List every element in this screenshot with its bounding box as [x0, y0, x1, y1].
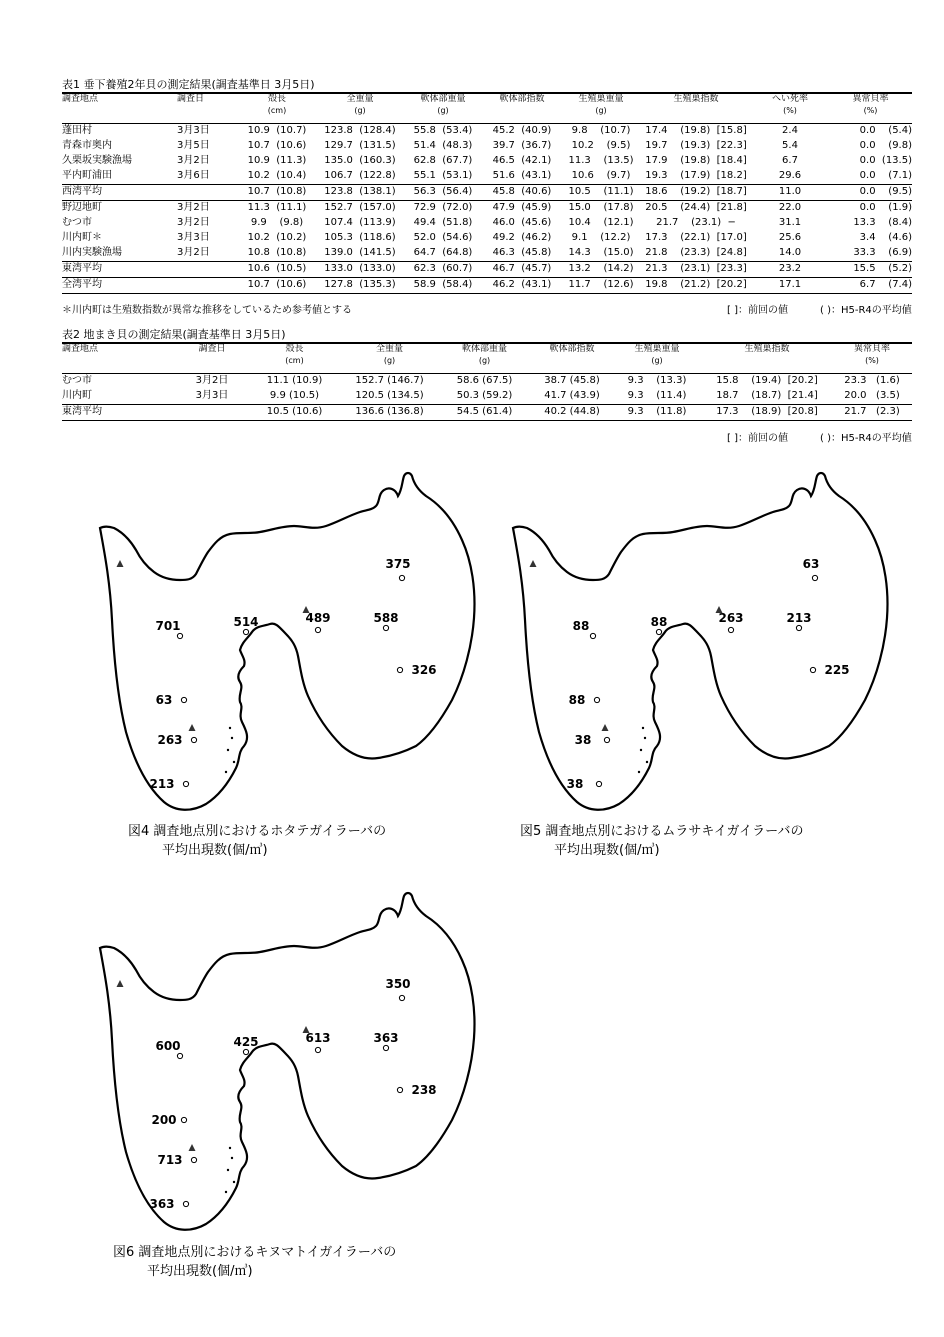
table1-cell-death: 14.0 — [778, 247, 802, 258]
table1-cell-shell: 10.7 (10.6) — [247, 140, 307, 151]
table1-cell-gonad-index: 21.8 (23.3) [24.8] — [645, 247, 747, 258]
table1-cell-date: 3月6日 — [177, 170, 210, 181]
station-circle-marker — [604, 737, 609, 742]
station-circle-marker — [183, 1201, 188, 1206]
table2-cell-date — [177, 404, 247, 420]
station-count-label: 514 — [233, 615, 259, 629]
table1-cell-total: 106.7 (122.8) — [324, 170, 396, 181]
station-triangle-marker — [602, 724, 609, 731]
table1-cell-death: 5.4 — [782, 140, 798, 151]
table2-header-row — [62, 343, 912, 373]
table1-title: 表1 垂下養殖2年貝の測定結果(調査基準日 3月5日) — [62, 78, 315, 91]
table1-row — [62, 277, 912, 293]
station-count-label: 213 — [786, 611, 812, 625]
table2-cell-date: 3月3日 — [195, 390, 229, 401]
table1-header-date: 調査日 — [177, 93, 237, 123]
coastline — [513, 473, 888, 810]
table1-header-soft: 軟体部重量 (g) — [403, 93, 483, 123]
shore-rock-dot — [229, 1147, 231, 1149]
table1-cell-soft: 52.0 (54.6) — [413, 232, 473, 243]
table2-cell-site: 東湾平均 — [62, 404, 177, 420]
table1-cell-soft: 62.3 (60.7) — [403, 261, 483, 277]
table1-cell-soft-index: 46.3 (45.8) — [492, 247, 552, 258]
station-circle-marker — [397, 667, 402, 672]
fig4-caption: 図4 調査地点別におけるホタテガイラーバの 平均出現数(個/㎥) — [128, 824, 387, 858]
table1-cell-shell: 11.3 (11.1) — [237, 200, 317, 216]
station-triangle-marker — [117, 560, 124, 567]
table1-cell-soft: 64.7 (64.8) — [413, 247, 473, 258]
shore-rock-dot — [231, 737, 233, 739]
shore-rock-dot — [646, 761, 648, 763]
table2-cell-abnormal: 20.0 (3.5) — [844, 390, 900, 401]
table1-header-shell: 殻長 (cm) — [237, 93, 317, 123]
table1-cell-date — [177, 261, 237, 277]
station-count-label: 200 — [151, 1113, 177, 1127]
table1-row — [62, 169, 912, 185]
table1-cell-gonad-index: 17.4 (19.8) [15.8] — [641, 123, 751, 139]
table1-cell-soft-index: 45.8 (40.6) — [483, 184, 561, 200]
table2-cell-soft-index: 41.7 (43.9) — [544, 390, 600, 401]
table1-cell-date: 3月2日 — [177, 155, 210, 166]
table1-cell-gonad: 14.3 (15.0) — [568, 247, 634, 258]
table1-cell-abnormal: 3.4 (4.6) — [859, 232, 912, 243]
table1-cell-total: 133.0 (133.0) — [317, 261, 403, 277]
table2 — [62, 342, 912, 421]
shore-rock-dot — [638, 771, 640, 773]
table1-cell-date: 3月2日 — [177, 200, 237, 216]
table1-cell-death: 6.7 — [782, 155, 798, 166]
table1-cell-soft-index: 45.2 (40.9) — [483, 123, 561, 139]
table1-cell-abnormal: 0.0 (13.5) — [859, 155, 912, 166]
station-circle-marker — [596, 781, 601, 786]
table1-cell-abnormal: 0.0 (5.4) — [829, 123, 912, 139]
table1-cell-gonad-index: 17.9 (19.8) [18.4] — [645, 155, 747, 166]
station-circle-marker — [810, 667, 815, 672]
table1-cell-gonad-index: 19.8 (21.2) [20.2] — [641, 277, 751, 293]
table2-cell-gonad: 9.3 (11.8) — [612, 404, 702, 420]
table1-cell-gonad: 10.2 (9.5) — [571, 140, 631, 151]
station-circle-marker — [399, 995, 404, 1000]
table2-header-shell: 殻長 (cm) — [247, 343, 342, 373]
table2-header-total: 全重量 (g) — [342, 343, 437, 373]
table2-cell-abnormal: 21.7 (2.3) — [832, 404, 912, 420]
table1-cell-date — [177, 277, 237, 293]
table1-cell-death: 23.2 — [751, 261, 829, 277]
table1-row — [62, 154, 912, 169]
shore-rock-dot — [225, 771, 227, 773]
station-count-label: 225 — [824, 663, 850, 677]
table1-cell-site: 全湾平均 — [62, 277, 177, 293]
table2-cell-site: むつ市 — [62, 373, 177, 389]
table1-cell-soft-index: 46.0 (45.6) — [492, 217, 552, 228]
station-circle-marker — [397, 1087, 402, 1092]
table2-header-site: 調査地点 — [62, 343, 177, 373]
station-circle-marker — [181, 697, 186, 702]
table1-row — [62, 123, 912, 139]
table1-cell-total: 127.8 (135.3) — [317, 277, 403, 293]
station-count-label: 238 — [411, 1083, 437, 1097]
station-triangle-marker — [189, 1144, 196, 1151]
table1-cell-total: 123.8 (138.1) — [317, 184, 403, 200]
table1-row — [62, 261, 912, 277]
table1-cell-total: 129.7 (131.5) — [324, 140, 396, 151]
fig6-bay-map — [80, 890, 480, 1240]
shore-rock-dot — [233, 1181, 235, 1183]
table2-cell-date: 3月2日 — [177, 373, 247, 389]
table1-cell-date: 3月5日 — [177, 140, 210, 151]
table1-cell-abnormal: 0.0 (7.1) — [859, 170, 912, 181]
table1-cell-site: 平内町浦田 — [62, 170, 112, 181]
station-circle-marker — [243, 1049, 248, 1054]
table1-cell-soft-index: 47.9 (45.9) — [483, 200, 561, 216]
table2-row — [62, 389, 912, 405]
table1-cell-death: 17.1 — [751, 277, 829, 293]
table1-cell-death: 31.1 — [778, 217, 802, 228]
station-circle-marker — [594, 697, 599, 702]
shore-rock-dot — [229, 727, 231, 729]
table1-cell-gonad: 10.6 (9.7) — [571, 170, 631, 181]
station-count-label: 363 — [373, 1031, 399, 1045]
table1-cell-abnormal: 33.3 (6.9) — [853, 247, 912, 258]
station-circle-marker — [399, 575, 404, 580]
table1-cell-gonad: 10.4 (12.1) — [568, 217, 634, 228]
table1-cell-soft: 72.9 (72.0) — [403, 200, 483, 216]
station-circle-marker — [590, 633, 595, 638]
station-count-label: 63 — [802, 557, 820, 571]
table1-cell-shell: 10.2 (10.2) — [247, 232, 307, 243]
table1-cell-soft: 62.8 (67.7) — [413, 155, 473, 166]
table2-cell-gonad: 9.3 (11.4) — [627, 390, 687, 401]
coastline — [100, 473, 475, 810]
table2-header-abnormal: 異常貝率 (%) — [832, 343, 912, 373]
table1-cell-soft-index: 46.2 (43.1) — [483, 277, 561, 293]
shore-rock-dot — [225, 1191, 227, 1193]
table2-row — [62, 404, 912, 420]
table1-cell-site: 久栗坂実験漁場 — [62, 155, 132, 166]
table1-cell-site: 青森市奥内 — [62, 140, 112, 151]
table1-cell-site: 東湾平均 — [62, 261, 177, 277]
table2-cell-total: 152.7 (146.7) — [342, 373, 437, 389]
table2-cell-site: 川内町 — [62, 390, 92, 401]
station-circle-marker — [315, 627, 320, 632]
station-count-label: 701 — [155, 619, 181, 633]
fig4-bay-map — [80, 470, 480, 820]
table2-cell-gonad: 9.3 (13.3) — [612, 373, 702, 389]
table1-cell-total: 135.0 (160.3) — [324, 155, 396, 166]
table1-cell-date: 3月3日 — [177, 232, 210, 243]
table1-cell-shell: 10.6 (10.5) — [237, 261, 317, 277]
table1-cell-soft-index: 39.7 (36.7) — [492, 140, 552, 151]
table1-cell-abnormal: 6.7 (7.4) — [829, 277, 912, 293]
table1-cell-soft-index: 51.6 (43.1) — [492, 170, 552, 181]
station-circle-marker — [181, 1117, 186, 1122]
table1-cell-abnormal: 0.0 (9.8) — [859, 140, 912, 151]
table1-row — [62, 231, 912, 246]
table2-cell-total: 120.5 (134.5) — [355, 390, 424, 401]
table1-footnote: ＊川内町は生殖数指数が異常な推移をしているため参考値とする — [62, 305, 352, 316]
table1-row — [62, 139, 912, 154]
station-circle-marker — [383, 625, 388, 630]
table1-cell-shell: 10.7 (10.8) — [237, 184, 317, 200]
station-count-label: 713 — [157, 1153, 183, 1167]
shore-rock-dot — [644, 737, 646, 739]
table1-cell-soft: 55.1 (53.1) — [413, 170, 473, 181]
table1-cell-gonad-index: 19.3 (17.9) [18.2] — [645, 170, 747, 181]
station-count-label: 38 — [566, 777, 584, 791]
table1-cell-death: 2.4 — [751, 123, 829, 139]
table1-cell-date: 3月2日 — [177, 247, 210, 258]
table1-cell-soft: 56.3 (56.4) — [403, 184, 483, 200]
table1-cell-soft: 58.9 (58.4) — [403, 277, 483, 293]
station-count-label: 375 — [385, 557, 411, 571]
table1-row — [62, 216, 912, 231]
station-circle-marker — [177, 1053, 182, 1058]
table1-cell-gonad: 15.0 (17.8) — [561, 200, 641, 216]
table1-cell-site: むつ市 — [62, 217, 92, 228]
station-count-label: 363 — [149, 1197, 175, 1211]
table1-cell-gonad-index: 21.7 (23.1) − — [656, 217, 736, 228]
table1-cell-abnormal: 13.3 (8.4) — [853, 217, 912, 228]
station-count-label: 326 — [411, 663, 437, 677]
table1-cell-site: 西湾平均 — [62, 184, 177, 200]
table1-cell-gonad-index: 21.3 (23.1) [23.3] — [641, 261, 751, 277]
table1-cell-site: 蓬田村 — [62, 123, 177, 139]
table2-cell-soft: 50.3 (59.2) — [456, 390, 513, 401]
shore-rock-dot — [231, 1157, 233, 1159]
station-circle-marker — [812, 575, 817, 580]
station-triangle-marker — [189, 724, 196, 731]
station-count-label: 213 — [149, 777, 175, 791]
table2-cell-abnormal: 23.3 (1.6) — [832, 373, 912, 389]
table1-header-death: へい死率 (%) — [751, 93, 829, 123]
station-count-label: 88 — [572, 619, 590, 633]
table1-cell-date: 3月3日 — [177, 123, 237, 139]
table2-legend-prev: [ ]：前回の値 — [727, 433, 788, 444]
table2-cell-total: 136.6 (136.8) — [342, 404, 437, 420]
table2-header-soft-index: 軟体部指数 — [532, 343, 612, 373]
table1-header-total: 全重量 (g) — [317, 93, 403, 123]
table1-cell-death: 11.0 — [751, 184, 829, 200]
table2-cell-gonad-index: 18.7 (18.7) [21.4] — [716, 390, 818, 401]
station-circle-marker — [191, 737, 196, 742]
table1-cell-soft-index: 49.2 (46.2) — [492, 232, 552, 243]
table2-title: 表2 地まき貝の測定結果(調査基準日 3月5日) — [62, 328, 286, 341]
table1-cell-shell: 10.9 (10.7) — [237, 123, 317, 139]
table1-cell-gonad-index: 18.6 (19.2) [18.7] — [641, 184, 751, 200]
station-count-label: 489 — [305, 611, 331, 625]
table1-cell-date: 3月2日 — [177, 217, 210, 228]
station-count-label: 600 — [155, 1039, 181, 1053]
station-triangle-marker — [530, 560, 537, 567]
station-circle-marker — [383, 1045, 388, 1050]
table2-cell-shell: 11.1 (10.9) — [247, 373, 342, 389]
station-count-label: 425 — [233, 1035, 259, 1049]
table1-cell-gonad: 13.2 (14.2) — [561, 261, 641, 277]
table1-cell-soft-index: 46.5 (42.1) — [492, 155, 552, 166]
table1-cell-gonad-index: 20.5 (24.4) [21.8] — [641, 200, 751, 216]
table2-cell-soft-index: 38.7 (45.8) — [532, 373, 612, 389]
table1-cell-site: 野辺地町 — [62, 200, 177, 216]
fig5-bay-map — [493, 470, 893, 820]
table1-cell-abnormal: 15.5 (5.2) — [829, 261, 912, 277]
table1-cell-soft: 51.4 (48.3) — [413, 140, 473, 151]
table1-cell-gonad: 9.1 (12.2) — [571, 232, 631, 243]
table1-cell-gonad: 11.7 (12.6) — [561, 277, 641, 293]
table1-cell-shell: 10.8 (10.8) — [247, 247, 307, 258]
table1-legend-avg: ( )：H5-R4の平均値 — [820, 305, 912, 316]
table2-header-soft: 軟体部重量 (g) — [437, 343, 532, 373]
table1-cell-gonad: 9.8 (10.7) — [561, 123, 641, 139]
fig5-caption: 図5 調査地点別におけるムラサキイガイラーバの 平均出現数(個/㎥) — [520, 824, 804, 858]
station-circle-marker — [656, 629, 661, 634]
table2-legend-avg: ( )：H5-R4の平均値 — [820, 433, 912, 444]
table2-cell-soft-index: 40.2 (44.8) — [532, 404, 612, 420]
table1-header-gonad-index: 生殖巣指数 — [641, 93, 751, 123]
table2-cell-shell: 9.9 (10.5) — [269, 390, 320, 401]
shore-rock-dot — [227, 1169, 229, 1171]
table1-cell-date — [177, 184, 237, 200]
table1-cell-site: 川内実験漁場 — [62, 247, 122, 258]
station-circle-marker — [728, 627, 733, 632]
shore-rock-dot — [233, 761, 235, 763]
table1-cell-shell: 10.7 (10.6) — [237, 277, 317, 293]
table2-row — [62, 373, 912, 389]
table1-cell-soft: 55.8 (53.4) — [403, 123, 483, 139]
table1-cell-total: 139.0 (141.5) — [324, 247, 396, 258]
table2-header-gonad: 生殖巣重量 (g) — [612, 343, 702, 373]
table2-header-date: 調査日 — [177, 343, 247, 373]
table2-header-gonad-index: 生殖巣指数 — [702, 343, 832, 373]
table1-row — [62, 184, 912, 200]
station-triangle-marker — [117, 980, 124, 987]
table1-cell-total: 152.7 (157.0) — [317, 200, 403, 216]
station-count-label: 263 — [157, 733, 183, 747]
table1-cell-abnormal: 0.0 (1.9) — [829, 200, 912, 216]
shore-rock-dot — [227, 749, 229, 751]
table1-header-site: 調査地点 — [62, 93, 177, 123]
table1-cell-soft: 49.4 (51.8) — [413, 217, 473, 228]
shore-rock-dot — [640, 749, 642, 751]
table1-header-gonad: 生殖巣重量 (g) — [561, 93, 641, 123]
table1 — [62, 92, 912, 294]
coastline — [100, 893, 475, 1230]
station-count-label: 613 — [305, 1031, 331, 1045]
table1-cell-death: 22.0 — [751, 200, 829, 216]
station-count-label: 63 — [155, 693, 173, 707]
table2-cell-gonad-index: 17.3 (18.9) [20.8] — [702, 404, 832, 420]
table1-cell-death: 29.6 — [778, 170, 802, 181]
station-circle-marker — [191, 1157, 196, 1162]
table1-cell-soft-index: 46.7 (45.7) — [483, 261, 561, 277]
table1-cell-shell: 9.9 (9.8) — [250, 217, 304, 228]
shore-rock-dot — [642, 727, 644, 729]
table1-cell-site: 川内町＊ — [62, 232, 102, 243]
table1-cell-gonad-index: 17.3 (22.1) [17.0] — [645, 232, 747, 243]
table1-header-soft-index: 軟体部指数 — [483, 93, 561, 123]
table1-header-row — [62, 93, 912, 123]
table1-row — [62, 246, 912, 262]
station-count-label: 88 — [650, 615, 668, 629]
station-circle-marker — [183, 781, 188, 786]
table1-cell-shell: 10.2 (10.4) — [247, 170, 307, 181]
table2-cell-gonad-index: 15.8 (19.4) [20.2] — [702, 373, 832, 389]
station-circle-marker — [243, 629, 248, 634]
table1-cell-gonad-index: 19.7 (19.3) [22.3] — [645, 140, 747, 151]
table1-cell-total: 123.8 (128.4) — [317, 123, 403, 139]
station-count-label: 588 — [373, 611, 399, 625]
table1-cell-gonad: 11.3 (13.5) — [568, 155, 634, 166]
table1-legend-prev: [ ]：前回の値 — [727, 305, 788, 316]
table2-cell-soft: 58.6 (67.5) — [437, 373, 532, 389]
table1-cell-shell: 10.9 (11.3) — [247, 155, 307, 166]
station-count-label: 38 — [574, 733, 592, 747]
table1-cell-total: 105.3 (118.6) — [324, 232, 396, 243]
table1-header-abnormal: 異常貝率 (%) — [829, 93, 912, 123]
station-circle-marker — [177, 633, 182, 638]
table1-cell-total: 107.4 (113.9) — [324, 217, 396, 228]
station-circle-marker — [315, 1047, 320, 1052]
station-count-label: 350 — [385, 977, 411, 991]
table2-cell-shell: 10.5 (10.6) — [247, 404, 342, 420]
table2-cell-soft: 54.5 (61.4) — [437, 404, 532, 420]
table1-row — [62, 200, 912, 216]
station-count-label: 263 — [718, 611, 744, 625]
table1-cell-abnormal: 0.0 (9.5) — [829, 184, 912, 200]
station-circle-marker — [796, 625, 801, 630]
fig6-caption: 図6 調査地点別におけるキヌマトイガイラーバの 平均出現数(個/㎥) — [113, 1245, 397, 1279]
table1-cell-death: 25.6 — [778, 232, 802, 243]
station-count-label: 88 — [568, 693, 586, 707]
table1-cell-gonad: 10.5 (11.1) — [561, 184, 641, 200]
